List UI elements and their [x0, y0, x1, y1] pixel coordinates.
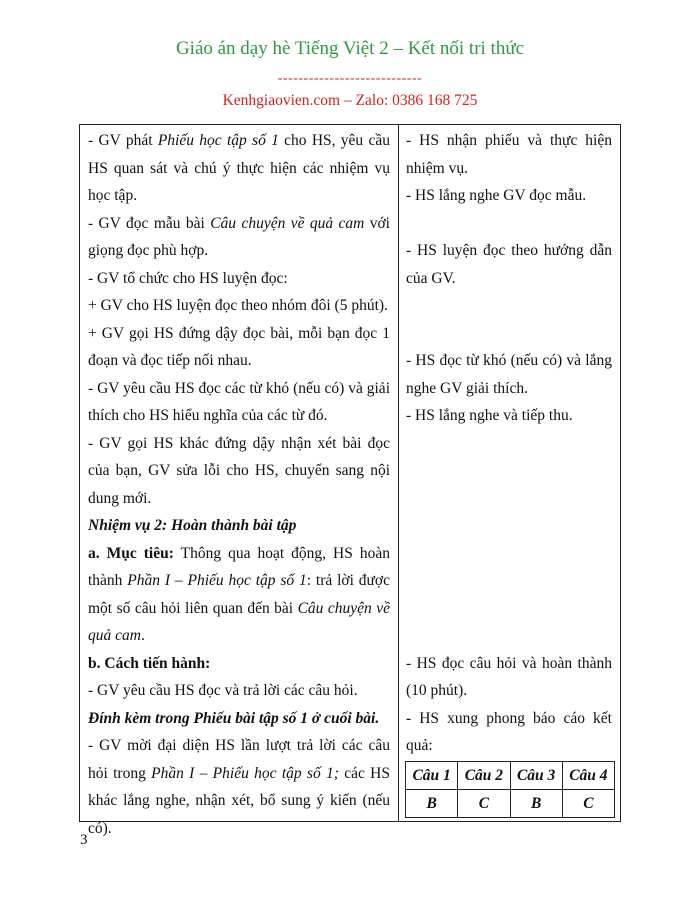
- method-step-representatives: - GV mời đại diện HS lần lượt trả lời các câu hỏi trong Phần I – Phiếu học tập số 1; các HS khác lắng nghe, nhận xét, bổ sung ý kiến (nếu có).: [88, 737, 390, 837]
- attachment-note: Đính kèm trong Phiếu bài tập số 1 ở cuối bài.: [88, 709, 380, 727]
- answer-value-3: B: [510, 790, 562, 818]
- teacher-step-feedback: - GV gọi HS khác đứng dậy nhận xét bài đọc của bạn, GV sửa lỗi cho HS, chuyển sang nội dung mới.: [88, 434, 390, 507]
- teacher-step-read-aloud: + GV gọi HS đứng dậy đọc bài, mỗi bạn đọc 1 đoạn và đọc tiếp nối nhau.: [88, 324, 390, 369]
- answer-value-4: C: [562, 790, 614, 818]
- student-step-answer: - HS đọc câu hỏi và hoàn thành (10 phút).: [406, 654, 612, 699]
- answer-header-1: Câu 1: [406, 762, 458, 790]
- teacher-activity-column: [88, 127, 390, 842]
- header-rule: ----------------------------: [277, 71, 423, 86]
- answer-table-answer-row: [406, 790, 615, 818]
- student-step-hard-words: - HS đọc từ khó (nếu có) và lắng nghe GV giải thích.: [406, 352, 612, 397]
- method-step-answer: - GV yêu cầu HS đọc và trả lời các câu hỏi.: [88, 682, 358, 699]
- header-contact: Kenhgiaovien.com – Zalo: 0386 168 725: [222, 92, 478, 109]
- page-number: 3: [80, 832, 88, 848]
- column-divider: [398, 125, 399, 821]
- student-step-receive: - HS nhận phiếu và thực hiện nhiệm vụ.: [406, 132, 612, 177]
- student-step-practice: - HS luyện đọc theo hướng dẫn của GV.: [406, 242, 612, 287]
- student-step-listen: - HS lắng nghe và tiếp thu.: [406, 407, 573, 424]
- teacher-step-hard-words: - GV yêu cầu HS đọc các từ khó (nếu có) và giải thích cho HS hiểu nghĩa của các từ đó.: [88, 379, 390, 424]
- teacher-step-organize: - GV tổ chức cho HS luyện đọc:: [88, 269, 288, 287]
- page-header-title: Giáo án dạy hè Tiếng Việt 2 – Kết nối tri thức: [175, 38, 525, 59]
- answer-header-4: Câu 4: [562, 762, 614, 790]
- task-2-heading: Nhiệm vụ 2: Hoàn thành bài tập: [88, 517, 297, 534]
- answer-header-2: Câu 2: [458, 762, 510, 790]
- student-activity-column: [406, 127, 612, 760]
- teacher-step-model-reading: - GV đọc mẫu bài Câu chuyện về quả cam với giọng đọc phù hợp.: [88, 214, 390, 259]
- answer-header-3: Câu 3: [510, 762, 562, 790]
- answer-value-1: B: [406, 790, 458, 818]
- goal-paragraph: a. Mục tiêu: Thông qua hoạt động, HS hoàn thành Phần I – Phiếu học tập số 1: trả lời được một số câu hỏi liên quan đến bài Câu chuyện về quả cam.: [88, 544, 391, 644]
- answer-table-header-row: [406, 762, 615, 790]
- lesson-table: [79, 124, 621, 837]
- answer-value-2: C: [458, 790, 510, 818]
- student-step-report: - HS xung phong báo cáo kết quả:: [406, 709, 612, 754]
- answer-table: [405, 761, 615, 818]
- student-step-listen-model: - HS lắng nghe GV đọc mẫu.: [406, 187, 587, 204]
- teacher-step-pairs: + GV cho HS luyện đọc theo nhóm đôi (5 phút).: [88, 297, 388, 314]
- method-heading: b. Cách tiến hành:: [88, 654, 211, 672]
- teacher-step-hand-out: - GV phát Phiếu học tập số 1 cho HS, yêu cầu HS quan sát và chú ý thực hiện các nhiệm vụ học tập.: [88, 132, 390, 204]
